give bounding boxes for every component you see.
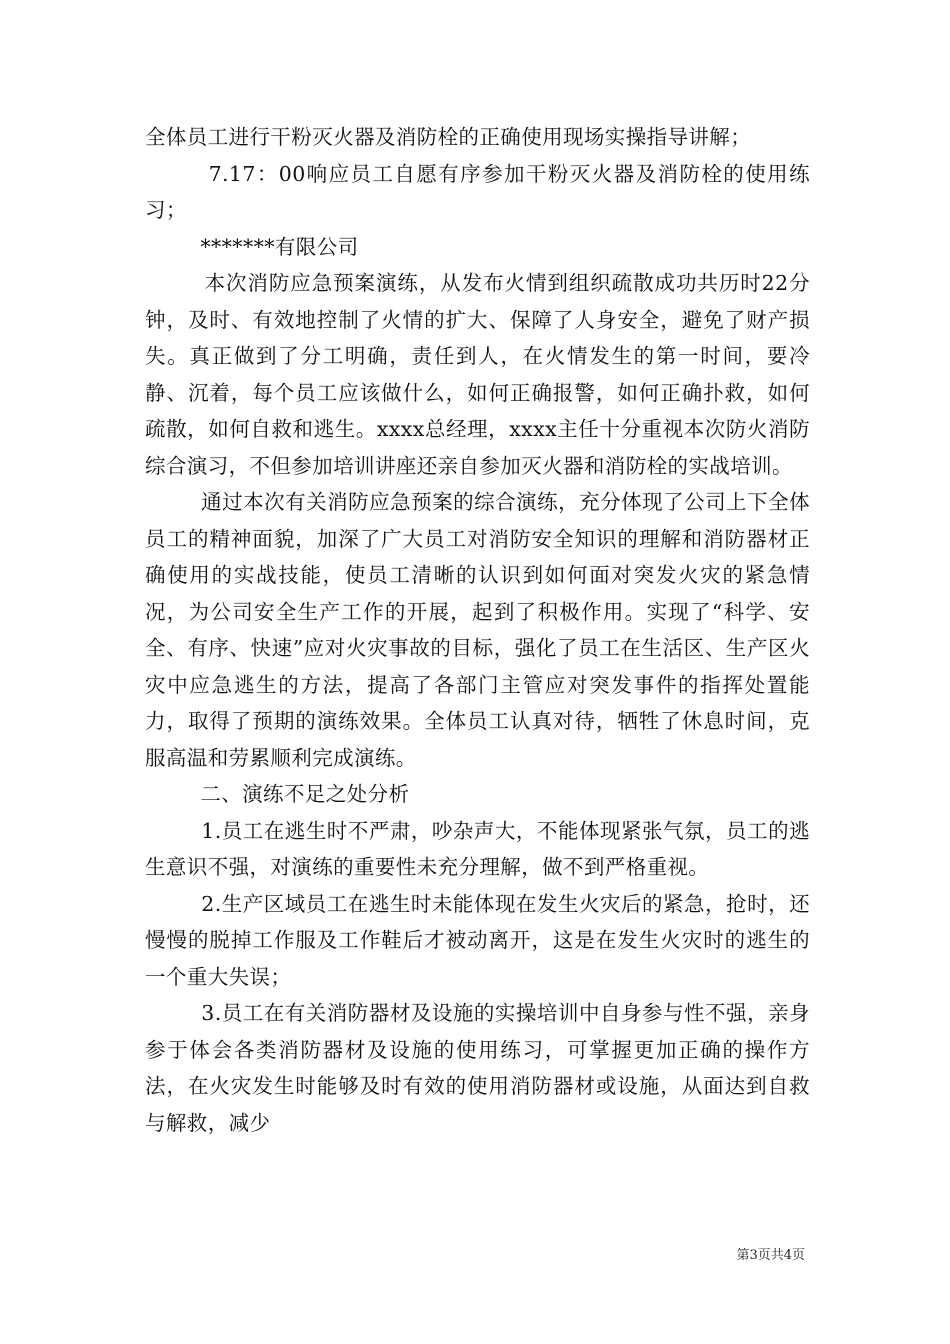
paragraph-instruction: 全体员工进行干粉灭火器及消防栓的正确使用现场实操指导讲解； — [145, 125, 752, 149]
section-heading-shortcomings: 二、演练不足之处分析 — [145, 782, 410, 806]
paragraph-point-1: 1.员工在逃生时不严肃，吵杂声大，不能体现紧张气氛，员工的逃生意识不强，对演练的重要性未充分理解，做不到严格重视。 — [145, 818, 810, 879]
paragraph-summary: 本次消防应急预案演练，从发布火情到组织疏散成功共历时22分钟，及时、有效地控制了火情的扩大、保障了人身安全，避免了财产损失。真正做到了分工明确，责任到人，在火情发生的第一时间，要冷静、沉着，每个员工应该做什么，如何正确报警，如何正确扑救，如何疏散，如何自救和逃生。xxxx总经理，xxxx主任十分重视本次防火消防综合演习，不但参加培训讲座还亲自参加灭火器和消防栓的实战培训。 — [145, 271, 810, 478]
paragraph-step-7: 7.17：00响应员工自愿有序参加干粉灭火器及消防栓的使用练习； — [145, 161, 810, 222]
paragraph-results: 通过本次有关消防应急预案的综合演练，充分体现了公司上下全体员工的精神面貌，加深了广大员工对消防安全知识的理解和消防器材正确使用的实战技能，使员工清晰的认识到如何面对突发火灾的紧急情况，为公司安全生产工作的开展，起到了积极作用。实现了“科学、安全、有序、快速”应对火灾事故的目标，强化了员工在生活区、生产区火灾中应急逃生的方法，提高了各部门主管应对突发事件的指挥处置能力，取得了预期的演练效果。全体员工认真对待，牺牲了休息时间，克服高温和劳累顺利完成演练。 — [145, 490, 810, 770]
paragraph-point-2: 2.生产区域员工在逃生时未能体现在发生火灾后的紧急，抢时，还慢慢的脱掉工作服及工作鞋后才被动离开，这是在发生火灾时的逃生的一个重大失误； — [145, 891, 810, 989]
paragraph-point-3: 3.员工在有关消防器材及设施的实操培训中自身参与性不强，亲身参于体会各类消防器材及设施的使用练习，可掌握更加正确的操作方法，在火灾发生时能够及时有效的使用消防器材或设施，从面达到自救与解救，减少 — [145, 1001, 810, 1135]
page-number-footer: 第3页共4页 — [736, 1248, 805, 1263]
document-body — [145, 119, 810, 1141]
paragraph-company: *******有限公司 — [145, 234, 359, 259]
